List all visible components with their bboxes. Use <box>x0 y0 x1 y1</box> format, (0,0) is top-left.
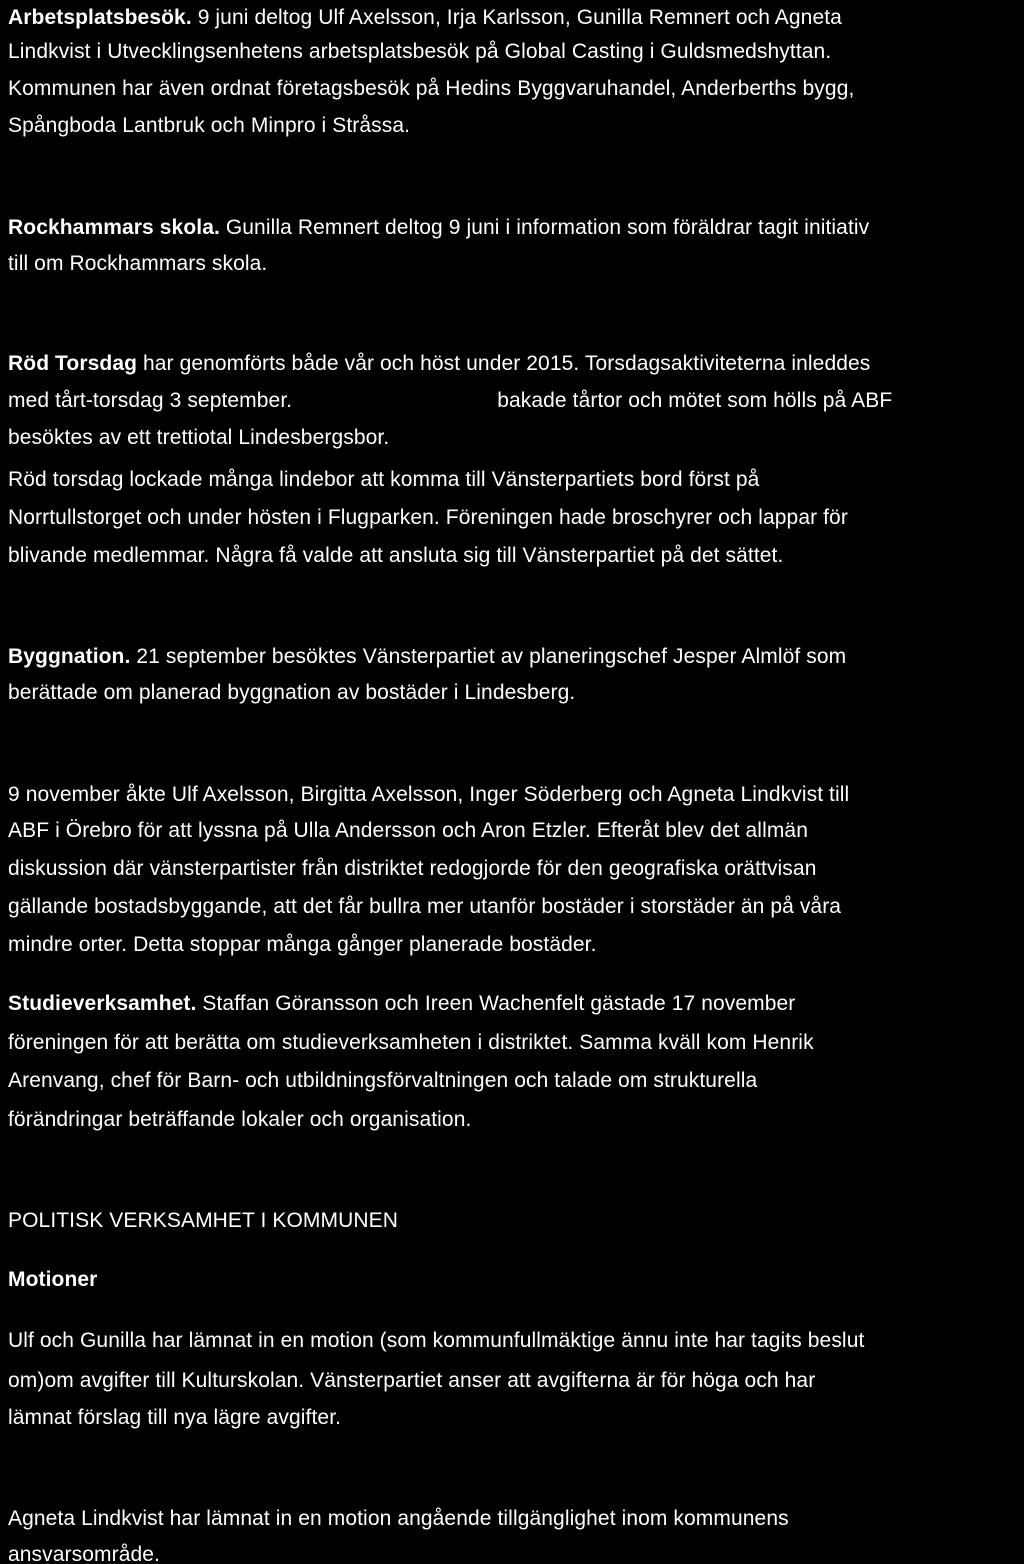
rod-torsdag-line-1 <box>8 351 870 377</box>
arbetsplats-line-4: Spångboda Lantbruk och Minpro i Stråssa. <box>8 114 411 137</box>
rockhammar-text-1: Gunilla Remnert deltog 9 juni i information som föräldrar tagit initiativ <box>219 216 870 239</box>
rockhammar-heading: Rockhammars skola. <box>8 216 220 239</box>
rod-torsdag-line-5: Norrtullstorget och under hösten i Flugparken. Föreningen hade broschyrer och lappar för <box>8 506 848 529</box>
motion2-line-2: ansvarsområde. <box>8 1543 160 1564</box>
byggnation-line-2: berättade om planerad byggnation av bostäder i Lindesberg. <box>8 681 576 704</box>
arbetsplats-text-1: 9 juni deltog Ulf Axelsson, Irja Karlsson, Gunilla Remnert och Agneta <box>191 6 842 29</box>
rod-torsdag-text-1: har genomförts både vår och höst under 2015. Torsdagsaktiviteterna inleddes <box>137 352 871 375</box>
rod-torsdag-line-6: blivande medlemmar. Några få valde att ansluta sig till Vänsterpartiet på det sättet. <box>8 544 784 567</box>
studie-text-1: Staffan Göransson och Ireen Wachenfelt gästade 17 november <box>196 992 796 1015</box>
rod-torsdag-line-3: besöktes av ett trettiotal Lindesbergsbor. <box>8 426 390 449</box>
motion2-line-1: Agneta Lindkvist har lämnat in en motion angående tillgänglighet inom kommunens <box>8 1507 789 1530</box>
studie-heading: Studieverksamhet. <box>8 992 197 1015</box>
studie-line-2: föreningen för att berätta om studieverksamheten i distriktet. Samma kväll kom Henrik <box>8 1031 814 1054</box>
studie-line-4: förändringar beträffande lokaler och organisation. <box>8 1108 472 1131</box>
rod-torsdag-line-4: Röd torsdag lockade många lindebor att komma till Vänsterpartiets bord först på <box>8 468 760 491</box>
motion1-line-1: Ulf och Gunilla har lämnat in en motion (som kommunfullmäktige ännu inte har tagits beslut <box>8 1329 865 1352</box>
arbetsplats-line-2: Lindkvist i Utvecklingsenhetens arbetsplatsbesök på Global Casting i Guldsmedshyttan. <box>8 40 832 63</box>
byggnation-text-1: 21 september besöktes Vänsterpartiet av planeringschef Jesper Almlöf som <box>130 645 847 668</box>
arbetsplats-heading: Arbetsplatsbesök. <box>8 6 192 29</box>
november-line-5: mindre orter. Detta stoppar många gånger planerade bostäder. <box>8 933 597 956</box>
studie-line-1 <box>8 991 795 1017</box>
november-line-1: 9 november åkte Ulf Axelsson, Birgitta Axelsson, Inger Söderberg och Agneta Lindkvist till <box>8 783 850 806</box>
rod-torsdag-heading: Röd Torsdag <box>8 352 138 375</box>
studie-line-3: Arenvang, chef för Barn- och utbildningsförvaltningen och talade om strukturella <box>8 1069 758 1092</box>
november-line-4: gällande bostadsbyggande, att det får bullra mer utanför bostäder i storstäder än på våra <box>8 895 842 918</box>
rod-torsdag-text-2b: bakade tårtor och mötet som hölls på ABF <box>497 389 893 412</box>
rockhammar-line-2: till om Rockhammars skola. <box>8 252 268 275</box>
rod-torsdag-text-2a: med tårt-torsdag 3 september. <box>8 389 293 412</box>
arbetsplats-line-3: Kommunen har även ordnat företagsbesök på Hedins Byggvaruhandel, Anderberths bygg, <box>8 77 855 100</box>
byggnation-heading: Byggnation. <box>8 645 131 668</box>
november-line-2: ABF i Örebro för att lyssna på Ulla Andersson och Aron Etzler. Efteråt blev det allmän <box>8 819 808 842</box>
motion1-line-2: om)om avgifter till Kulturskolan. Vänsterpartiet anser att avgifterna är för höga och har <box>8 1369 816 1392</box>
politisk-heading: POLITISK VERKSAMHET I KOMMUNEN <box>8 1209 399 1232</box>
motion1-line-3: lämnat förslag till nya lägre avgifter. <box>8 1406 342 1429</box>
byggnation-line-1 <box>8 644 846 670</box>
motioner-subheading: Motioner <box>8 1268 98 1291</box>
november-line-3: diskussion där vänsterpartister från distriktet redogjorde för den geografiska orättvisan <box>8 857 817 880</box>
rockhammar-line-1 <box>8 215 869 241</box>
arbetsplats-line-1 <box>8 5 842 31</box>
rod-torsdag-line-2 <box>8 388 892 414</box>
